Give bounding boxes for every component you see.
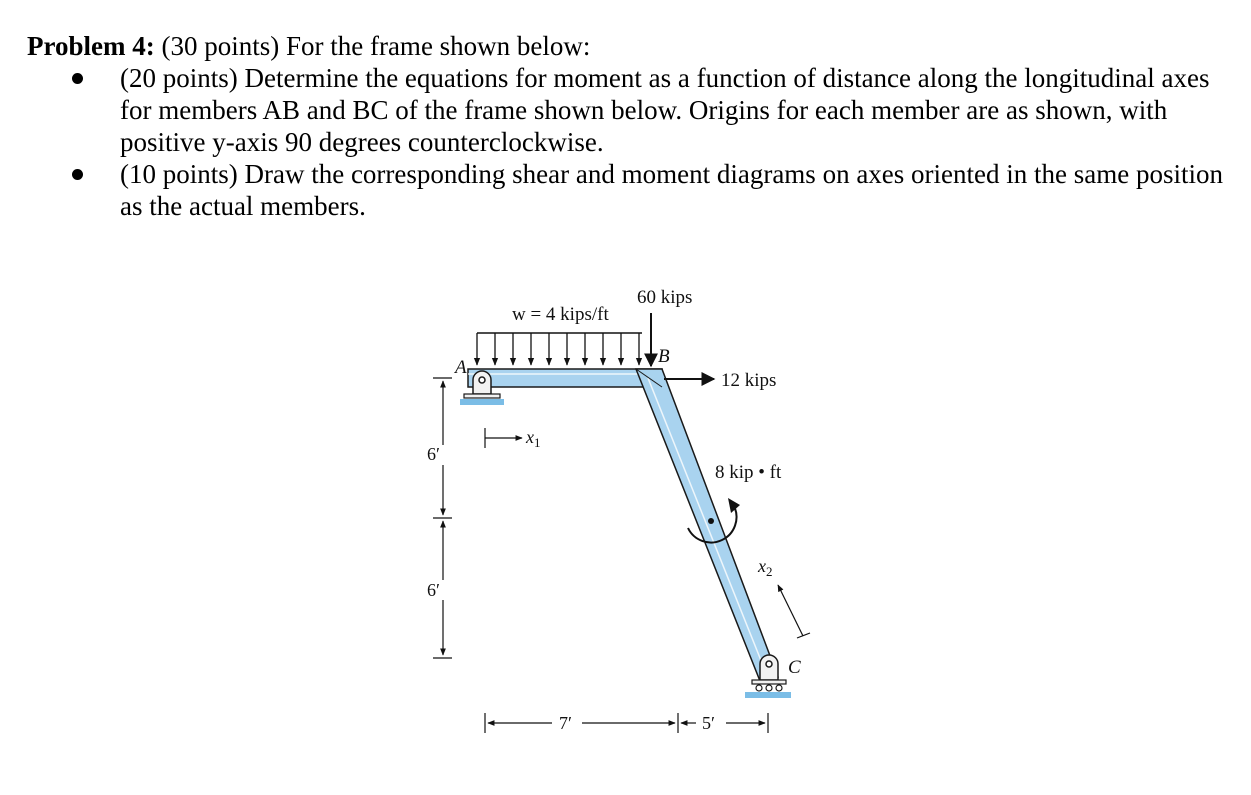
problem-number: Problem 4: xyxy=(27,31,155,61)
x2-label: $x_2$ xyxy=(758,556,773,579)
dim-height-upper-label: 6′ xyxy=(427,444,440,464)
task-text: (10 points) Draw the corresponding shear and moment diagrams on axes oriented in the same position as the actual members. xyxy=(120,159,1223,221)
x1-coordinate-arrow xyxy=(485,428,522,448)
horizontal-dimension xyxy=(485,713,768,733)
couple-moment-label: 8 kip • ft xyxy=(715,462,782,483)
dim-width-right-label: 5′ xyxy=(702,713,715,733)
x2-coordinate-arrow xyxy=(778,585,810,638)
problem-intro: (30 points) For the frame shown below: xyxy=(154,31,591,61)
dim-width-left-label: 7′ xyxy=(559,713,572,733)
distributed-load xyxy=(477,333,642,365)
point-b-label: B xyxy=(658,346,670,367)
point-load-horizontal-label: 12 kips xyxy=(721,370,777,391)
member-bc xyxy=(636,369,778,681)
member-ab xyxy=(468,369,662,387)
x1-label: $x_1$ xyxy=(526,427,541,450)
point-c-label: C xyxy=(788,657,801,678)
task-text: (20 points) Determine the equations for moment as a function of distance along the longitudinal axes for members AB and BC of the frame shown below. Origins for each member are as shown, with positive y-axis 90 degrees counterclockwise. xyxy=(120,63,1210,157)
vertical-dimension xyxy=(433,378,452,658)
dim-height-lower-label: 6′ xyxy=(427,580,440,600)
point-load-vertical-label: 60 kips xyxy=(637,287,693,308)
point-a-label: A xyxy=(455,357,467,378)
distributed-load-label: w = 4 kips/ft xyxy=(512,304,609,325)
